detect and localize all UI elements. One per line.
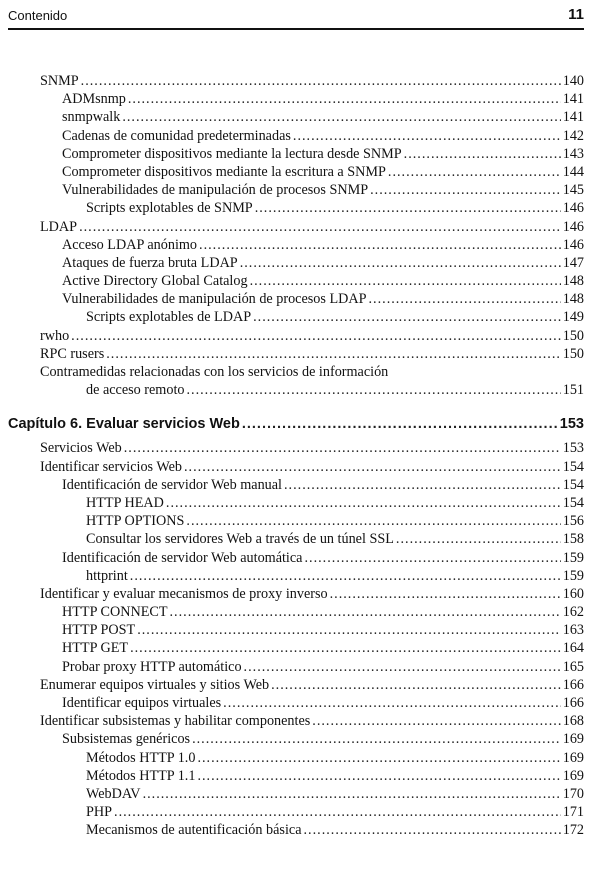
toc-entry-page: 148 (562, 291, 584, 308)
page-number: 11 (568, 6, 584, 23)
toc-entry[interactable] (8, 821, 584, 839)
toc-entry-label: httprint (86, 567, 128, 584)
running-title: Contenido (8, 8, 68, 23)
dot-leader (186, 512, 560, 530)
toc-entry-page: 150 (562, 327, 584, 344)
toc-entry-page: 172 (562, 822, 584, 839)
dot-leader (197, 767, 560, 785)
toc-entry-label: HTTP OPTIONS (86, 513, 185, 530)
toc-entry-page: 148 (562, 273, 584, 290)
toc-entry[interactable] (8, 530, 584, 548)
dot-leader (293, 127, 561, 145)
toc-entry[interactable] (8, 163, 584, 181)
toc-entry-page: 168 (562, 713, 584, 730)
dot-leader (130, 567, 561, 585)
toc-entry-label: snmpwalk (62, 109, 121, 126)
toc-entry-label: HTTP CONNECT (62, 604, 168, 621)
toc-entry[interactable] (8, 803, 584, 821)
toc-entry-page: 146 (562, 200, 584, 217)
toc-entry-label: Probar proxy HTTP automático (62, 658, 242, 675)
dot-leader (284, 476, 561, 494)
dot-leader (253, 308, 561, 326)
toc-entry[interactable] (8, 72, 584, 90)
dot-leader (137, 621, 561, 639)
toc-entry-label: Scripts explotables de SNMP (86, 200, 253, 217)
toc-entry[interactable] (8, 108, 584, 126)
toc-entry[interactable] (8, 90, 584, 108)
toc-entry[interactable] (8, 145, 584, 163)
toc-entry-page: 141 (562, 91, 584, 108)
dot-leader (122, 108, 560, 126)
toc-entry-label: Consultar los servidores Web a través de un túnel SSL (86, 531, 394, 548)
toc-entry-page: 153 (559, 416, 584, 433)
toc-entry[interactable] (8, 218, 584, 236)
toc-entry-page: 171 (562, 804, 584, 821)
toc-entry[interactable] (8, 658, 584, 676)
toc-entry[interactable] (8, 639, 584, 657)
dot-leader (242, 411, 558, 437)
toc-entry[interactable] (8, 749, 584, 767)
dot-leader (244, 658, 561, 676)
toc-entry-label: Vulnerabilidades de manipulación de procesos SNMP (62, 182, 369, 199)
toc-entry[interactable] (8, 254, 584, 272)
toc-entry[interactable] (8, 712, 584, 730)
toc-entry-page: 151 (562, 382, 584, 399)
toc-entry-page: 143 (562, 145, 584, 162)
toc-entry-page: 164 (562, 640, 584, 657)
toc-entry-label: Capítulo 6. Evaluar servicios Web (8, 416, 240, 433)
toc-entry[interactable] (8, 494, 584, 512)
toc-entry-label: Identificar servicios Web (40, 458, 182, 475)
toc-entry[interactable] (8, 127, 584, 145)
dot-leader (223, 694, 561, 712)
toc-entry-label-continued: de acceso remoto (86, 382, 185, 399)
toc-entry-label: HTTP GET (62, 640, 129, 657)
toc-entry-page: 166 (562, 695, 584, 712)
dot-leader (388, 163, 561, 181)
toc-entry[interactable] (8, 345, 584, 363)
toc-entry[interactable] (8, 785, 584, 803)
toc-entry-label: Comprometer dispositivos mediante la lectura desde SNMP (62, 145, 402, 162)
toc-entry[interactable] (8, 327, 584, 345)
table-of-contents (8, 72, 584, 840)
toc-entry[interactable] (8, 476, 584, 494)
toc-entry-page: 166 (562, 676, 584, 693)
dot-leader (304, 549, 560, 567)
dot-leader (197, 749, 560, 767)
dot-leader (186, 381, 560, 399)
toc-entry-label: Identificar y evaluar mecanismos de proxy inverso (40, 585, 328, 602)
dot-leader (166, 494, 561, 512)
toc-entry-label: rwho (40, 327, 70, 344)
toc-entry-page: 154 (562, 494, 584, 511)
dot-leader (170, 603, 561, 621)
toc-entry[interactable] (8, 272, 584, 290)
toc-entry-page: 154 (562, 476, 584, 493)
toc-entry[interactable] (8, 439, 584, 457)
dot-leader (143, 785, 561, 803)
toc-entry-page: 165 (562, 658, 584, 675)
dot-leader (271, 676, 561, 694)
toc-entry-label: Identificar subsistemas y habilitar componentes (40, 713, 311, 730)
toc-entry-label: PHP (86, 804, 113, 821)
dot-leader (114, 803, 561, 821)
dot-leader (240, 254, 561, 272)
page-header (8, 4, 584, 30)
toc-entry-label: Métodos HTTP 1.0 (86, 749, 196, 766)
toc-entry[interactable] (8, 567, 584, 585)
toc-entry-label: Servicios Web (40, 440, 122, 457)
toc-entry-label: HTTP POST (62, 622, 136, 639)
toc-entry-label: Métodos HTTP 1.1 (86, 767, 196, 784)
toc-entry-page: 142 (562, 127, 584, 144)
toc-entry-page: 160 (562, 585, 584, 602)
dot-leader (330, 585, 561, 603)
toc-entry[interactable] (8, 549, 584, 567)
toc-entry-label: Active Directory Global Catalog (62, 273, 248, 290)
dot-leader (128, 90, 561, 108)
dot-leader (130, 639, 561, 657)
toc-entry-page: 169 (562, 731, 584, 748)
toc-entry[interactable] (8, 363, 584, 399)
toc-entry[interactable] (8, 621, 584, 639)
toc-entry-label: ADMsnmp (62, 91, 126, 108)
toc-entry-page: 159 (562, 549, 584, 566)
toc-entry-page: 162 (562, 604, 584, 621)
dot-leader (304, 821, 561, 839)
dot-leader (255, 199, 561, 217)
dot-leader (370, 181, 561, 199)
toc-entry-label: Identificar equipos virtuales (62, 695, 222, 712)
toc-entry-page: 150 (562, 345, 584, 362)
toc-entry[interactable] (8, 181, 584, 199)
toc-entry-page: 158 (562, 531, 584, 548)
dot-leader (404, 145, 561, 163)
toc-entry[interactable] (8, 676, 584, 694)
toc-entry-page: 169 (562, 767, 584, 784)
toc-entry[interactable] (8, 694, 584, 712)
toc-entry[interactable] (8, 199, 584, 217)
toc-entry-label: WebDAV (86, 785, 141, 802)
dot-leader (250, 272, 561, 290)
toc-entry-page: 169 (562, 749, 584, 766)
toc-entry-page: 156 (562, 513, 584, 530)
dot-leader (106, 345, 560, 363)
toc-entry-page: 170 (562, 785, 584, 802)
toc-entry-page: 163 (562, 622, 584, 639)
toc-entry[interactable] (8, 308, 584, 326)
toc-entry-label: Ataques de fuerza bruta LDAP (62, 254, 238, 271)
toc-entry-page: 144 (562, 163, 584, 180)
toc-entry-page: 149 (562, 309, 584, 326)
toc-entry-page: 141 (562, 109, 584, 126)
toc-entry[interactable] (8, 585, 584, 603)
toc-entry-page: 146 (562, 236, 584, 253)
toc-entry[interactable] (8, 603, 584, 621)
toc-entry-page: 145 (562, 182, 584, 199)
dot-leader (199, 236, 561, 254)
dot-leader (81, 72, 561, 90)
toc-entry-label: Acceso LDAP anónimo (62, 236, 198, 253)
toc-entry-label: Contramedidas relacionadas con los servicios de información (40, 364, 389, 380)
toc-entry-page: 154 (562, 458, 584, 475)
dot-leader (124, 439, 561, 457)
toc-entry-page: 159 (562, 567, 584, 584)
toc-entry-label: Vulnerabilidades de manipulación de procesos LDAP (62, 291, 367, 308)
dot-leader (71, 327, 561, 345)
toc-entry-label: Scripts explotables de LDAP (86, 309, 252, 326)
dot-leader (369, 290, 561, 308)
toc-entry[interactable] (8, 458, 584, 476)
toc-entry[interactable] (8, 236, 584, 254)
toc-chapter-entry[interactable] (8, 411, 584, 437)
toc-entry-page: 153 (562, 440, 584, 457)
toc-entry-label: Subsistemas genéricos (62, 731, 191, 748)
toc-entry-label: Enumerar equipos virtuales y sitios Web (40, 676, 270, 693)
toc-entry-page: 146 (562, 218, 584, 235)
toc-entry-label: Identificación de servidor Web manual (62, 476, 282, 493)
toc-entry-label: SNMP (40, 73, 79, 89)
dot-leader (184, 458, 561, 476)
toc-entry[interactable] (8, 290, 584, 308)
toc-entry-label: LDAP (40, 218, 78, 235)
toc-entry-label: Identificación de servidor Web automática (62, 549, 303, 566)
toc-entry-label: RPC rusers (40, 345, 105, 362)
toc-entry[interactable] (8, 730, 584, 748)
toc-entry-page: 147 (562, 254, 584, 271)
dot-leader (312, 712, 560, 730)
dot-leader (396, 530, 561, 548)
toc-entry-label: HTTP HEAD (86, 494, 164, 511)
toc-entry-label: Comprometer dispositivos mediante la escritura a SNMP (62, 163, 386, 180)
toc-entry[interactable] (8, 767, 584, 785)
dot-leader (79, 218, 561, 236)
dot-leader (192, 730, 561, 748)
toc-entry-page: 140 (562, 73, 584, 89)
toc-entry-label: Cadenas de comunidad predeterminadas (62, 127, 291, 144)
toc-entry[interactable] (8, 512, 584, 530)
toc-entry-label: Mecanismos de autentificación básica (86, 822, 302, 839)
